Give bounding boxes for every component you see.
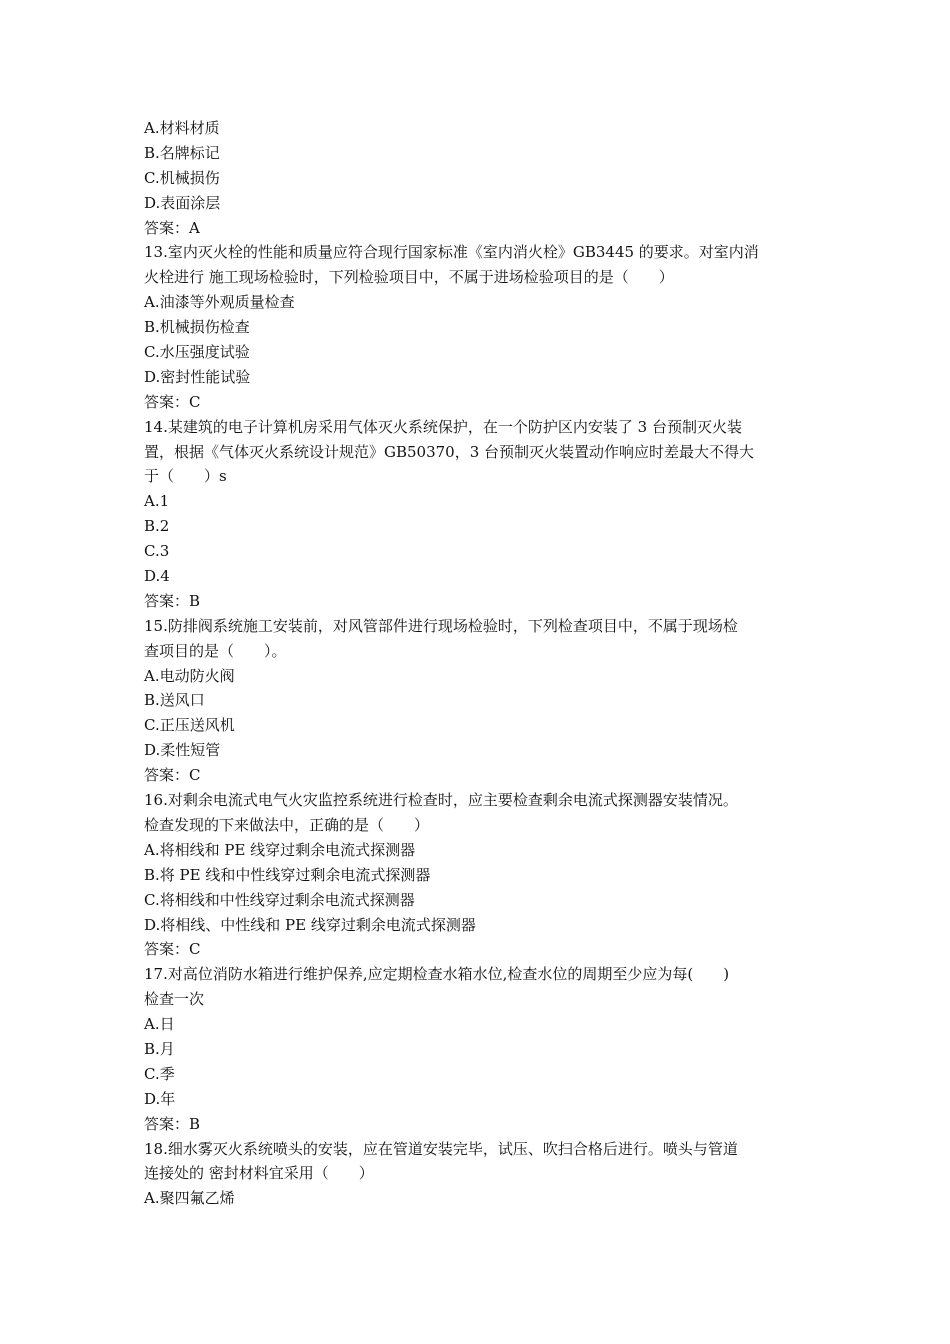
option-a-17: A.日 (144, 1015, 175, 1034)
option-d-15: D.柔性短管 (144, 741, 221, 760)
question-18-line-1: 18.细水雾灭火系统喷头的安装，应在管道安装完毕，试压、吹扫合格后进行。喷头与管道 (144, 1139, 738, 1158)
option-b-15: B.送风口 (144, 691, 205, 710)
question-14-line-3: 于（ ）s (144, 467, 227, 486)
option-c-16: C.将相线和中性线穿过剩余电流式探测器 (144, 890, 415, 909)
option-a-16: A.将相线和 PE 线穿过剩余电流式探测器 (144, 840, 416, 859)
option-b-16: B.将 PE 线和中性线穿过剩余电流式探测器 (144, 865, 431, 884)
option-d-16: D.将相线、中性线和 PE 线穿过剩余电流式探测器 (144, 915, 476, 934)
option-c-13: C.水压强度试验 (144, 343, 250, 362)
option-d-14: D.4 (144, 567, 170, 586)
question-15-line-1: 15.防排阀系统施工安装前，对风管部件进行现场检验时，下列检查项目中，不属于现场检 (144, 616, 738, 635)
answer-16: 答案：C (144, 940, 201, 959)
answer-12: 答案：A (144, 218, 200, 237)
question-13-line-1: 13.室内灭火栓的性能和质量应符合现行国家标准《室内消火栓》GB3445 的要求。对室内消 (144, 243, 759, 262)
question-13-line-2: 火栓进行 施工现场检验时，下列检验项目中，不属于进场检验项目的是（ ） (144, 268, 674, 287)
document-page (144, 116, 814, 1211)
option-c-17: C.季 (144, 1064, 175, 1083)
question-16-line-2: 检查发现的下来做法中，正确的是（ ） (144, 815, 430, 834)
option-b-14: B.2 (144, 517, 170, 536)
option-c-15: C.正压送风机 (144, 716, 235, 735)
option-d-17: D.年 (144, 1089, 176, 1108)
option-b-17: B.月 (144, 1039, 175, 1058)
answer-13: 答案：C (144, 392, 201, 411)
option-b-12: B.名牌标记 (144, 143, 220, 162)
option-a-18: A.聚四氟乙烯 (144, 1189, 235, 1208)
answer-17: 答案：B (144, 1114, 201, 1133)
question-15-line-2: 查项目的是（ ）。 (144, 641, 287, 660)
option-c-12: C.机械损伤 (144, 168, 220, 187)
option-a-12: A.材料材质 (144, 119, 220, 137)
option-c-14: C.3 (144, 542, 170, 561)
question-14-line-2: 置，根据《气体灭火系统设计规范》GB50370，3 台预制灭火装置动作响应时差最大不得大 (144, 442, 755, 461)
option-d-12: D.表面涂层 (144, 193, 221, 212)
question-17-line-1: 17.对高位消防水箱进行维护保养,应定期检查水箱水位,检查水位的周期至少应为每( ) (144, 965, 730, 984)
answer-14: 答案：B (144, 591, 201, 610)
question-14-line-1: 14.某建筑的电子计算机房采用气体灭火系统保护，在一个防护区内安装了 3 台预制灭火装 (144, 417, 742, 436)
answer-15: 答案：C (144, 766, 201, 785)
option-d-13: D.密封性能试验 (144, 367, 251, 386)
option-a-13: A.油漆等外观质量检查 (144, 293, 295, 312)
question-17-line-2: 检查一次 (144, 990, 205, 1009)
option-a-15: A.电动防火阀 (144, 666, 235, 685)
question-16-line-1: 16.对剩余电流式电气火灾监控系统进行检查时，应主要检查剩余电流式探测器安装情况。 (144, 791, 738, 810)
question-18-line-2: 连接处的 密封材料宜采用（ ） (144, 1164, 374, 1183)
option-a-14: A.1 (144, 492, 170, 511)
option-b-13: B.机械损伤检查 (144, 318, 250, 337)
